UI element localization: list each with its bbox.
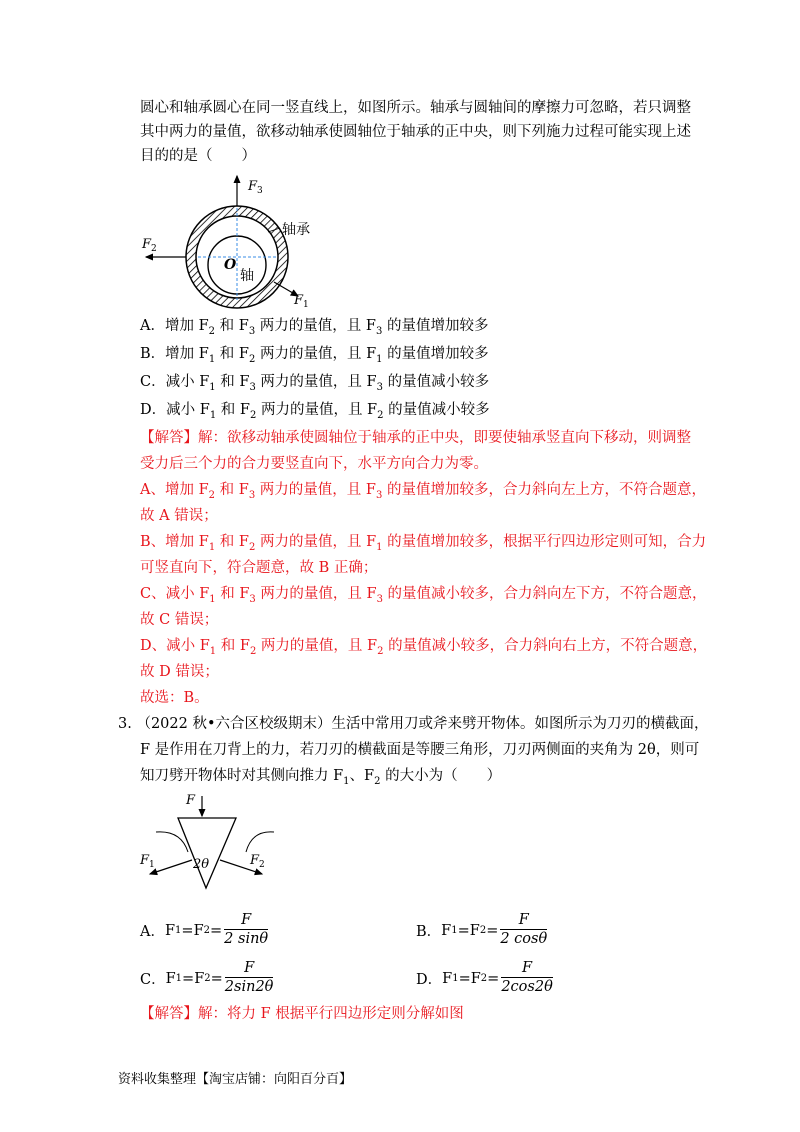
- q2-answer-a-2: 故 A 错误；: [140, 508, 218, 524]
- q2-answer-c-1: C、减小 $F_1$ 和 $F_3$ 两力的量值，且 $F_3$ 的量值减小较多，合力斜向左下方，不符合题意，: [140, 586, 707, 605]
- q2-answer-intro-1: 【解答】解：欲移动轴承使圆轴位于轴承的正中央，即要使轴承竖直向下移动，则调整: [140, 430, 691, 446]
- q3-line-1: 3. （2022 秋•六合区校级期末）生活中常用刀或斧来劈开物体。如图所示为刀刃的横截面，: [118, 716, 709, 732]
- f3-label: $F_3$: [248, 179, 263, 196]
- q2-option-b[interactable]: B．增加 $F_1$ 和 $F_2$ 两力的量值，且 $F_1$ 的量值增加较多: [140, 346, 489, 365]
- q2-answer-c-2: 故 C 错误；: [140, 612, 219, 628]
- q3-line-3: 知刀劈开物体时对其侧向推力 $F_1$、$F_2$ 的大小为（ ）: [140, 768, 502, 787]
- q2-answer-d-1: D、减小 $F_1$ 和 $F_2$ 两力的量值，且 $F_2$ 的量值减小较多，合力斜向右上方，不符合题意，: [140, 638, 708, 657]
- fraction: $\frac{F}{2\cos 2\theta}$: [501, 960, 553, 995]
- q2-answer-choice: 故选：B。: [140, 690, 209, 706]
- q3-answer: 【解答】解：将力 F 根据平行四边形定则分解如图: [140, 1006, 464, 1022]
- knife-wedge-figure: [136, 792, 276, 892]
- q2-answer-a-1: A、增加 $F_2$ 和 $F_3$ 两力的量值，且 $F_3$ 的量值增加较多，合力斜向左上方，不符合题意，: [140, 482, 706, 501]
- f1-label-wedge: $F_1$: [140, 853, 155, 870]
- center-label: O: [224, 257, 237, 273]
- q3-option-c[interactable]: C． F 1 =F 2 = $\frac{F}{2\sin 2\theta}$: [140, 960, 274, 995]
- fraction: $\frac{F}{2 \sin\theta}$: [224, 912, 269, 947]
- f-label: F: [186, 793, 196, 808]
- bearing-axle-figure: [136, 170, 336, 320]
- axle-label: 轴: [240, 268, 254, 284]
- q3-option-d[interactable]: D． F 1 =F 2 = $\frac{F}{2\cos 2\theta}$: [416, 960, 553, 995]
- f2-label-wedge: $F_2$: [250, 853, 265, 870]
- bearing-label: 轴承: [282, 222, 310, 238]
- q2-answer-intro-2: 受力后三个力的合力要竖直向下，水平方向合力为零。: [140, 456, 488, 472]
- wedge: [178, 818, 236, 888]
- q2-stem-line-2: 其中两力的量值，欲移动轴承使圆轴位于轴承的正中央，则下列施力过程可能实现上述: [140, 124, 691, 140]
- f1-arrow-wedge: [150, 860, 192, 874]
- f1-label: $F_1$: [294, 293, 309, 310]
- angle-label: 2θ: [193, 857, 210, 872]
- q2-answer-d-2: 故 D 错误；: [140, 664, 219, 680]
- q2-option-a[interactable]: A．增加 $F_2$ 和 $F_3$ 两力的量值，且 $F_3$ 的量值增加较多: [140, 318, 489, 337]
- fraction: $\frac{F}{2\sin 2\theta}$: [224, 960, 274, 995]
- q3-line-2: F 是作用在刀背上的力，若刀刃的横截面是等腰三角形，刀刃两侧面的夹角为 2θ，则可: [140, 742, 700, 758]
- answer-tag: 【解答】: [140, 430, 198, 446]
- question-number: 3.: [118, 716, 132, 732]
- q2-stem-line-3: 目的的是（ ）: [140, 148, 256, 164]
- answer-tag: 【解答】: [140, 1006, 198, 1022]
- q3-option-a[interactable]: A． F 1 =F 2 = $\frac{F}{2 \sin\theta}$: [140, 912, 269, 947]
- q2-option-d[interactable]: D．减小 $F_1$ 和 $F_2$ 两力的量值，且 $F_2$ 的量值减小较多: [140, 402, 490, 421]
- q2-answer-b-2: 可竖直向下，符合题意，故 B 正确；: [140, 560, 378, 576]
- q2-answer-b-1: B、增加 $F_1$ 和 $F_2$ 两力的量值，且 $F_1$ 的量值增加较多，根据平行四边形定则可知，合力: [140, 534, 707, 553]
- q2-stem-line-1: 圆心和轴承圆心在同一竖直线上，如图所示。轴承与圆轴间的摩擦力可忽略，若只调整: [140, 100, 691, 116]
- q2-option-c[interactable]: C．减小 $F_1$ 和 $F_3$ 两力的量值，且 $F_3$ 的量值减小较多: [140, 374, 490, 393]
- q3-option-b[interactable]: B． F 1 =F 2 = $\frac{F}{2 \cos\theta}$: [416, 912, 548, 947]
- f2-label: $F_2$: [142, 237, 157, 254]
- page-footer: 资料收集整理【淘宝店铺：向阳百分百】: [118, 1072, 353, 1087]
- fraction: $\frac{F}{2 \cos\theta}$: [500, 912, 548, 947]
